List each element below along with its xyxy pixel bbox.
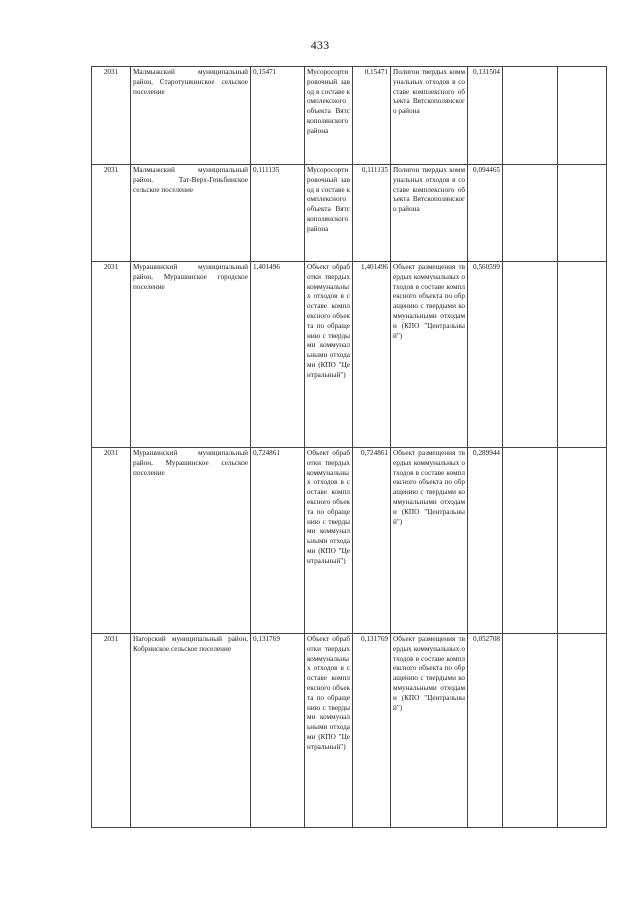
destination-cell: Объект размещения твердых коммунальных отходов в составе комплексного объекта по обращению с твердыми коммунальными отходами (КПО "Центральный") xyxy=(391,262,468,448)
table-row xyxy=(92,262,607,448)
empty-cell xyxy=(558,67,607,165)
source-volume-cell: 0,724861 xyxy=(251,448,305,634)
processing-facility-cell: Объект обработки твердых коммунальных отходов в составе комплексного объекта по обращению с твердыми коммунальными отходами (КПО "Центральный") xyxy=(305,448,353,634)
table-row xyxy=(92,448,607,634)
destination-cell: Полигон твердых коммунальных отходов в составе комплексного объекта Вятскополянского района xyxy=(391,165,468,262)
area-cell: Мурашинский муниципальный район, Мурашинское сельское поселение xyxy=(131,448,251,634)
processing-volume-cell: 1,401496 xyxy=(353,262,391,448)
waste-flow-table xyxy=(91,66,607,828)
area-cell: Малмыжский муниципальный район, Старотушкинское сельское поселение xyxy=(131,67,251,165)
processing-volume-cell: 0,724861 xyxy=(353,448,391,634)
empty-cell xyxy=(503,448,558,634)
destination-cell: Объект размещения твердых коммунальных отходов в составе комплексного объекта по обращению с твердыми коммунальными отходами (КПО "Центральный") xyxy=(391,634,468,828)
empty-cell xyxy=(503,262,558,448)
processing-volume-cell: 0,15471 xyxy=(353,67,391,165)
year-cell: 2031 xyxy=(92,67,131,165)
processing-volume-cell: 0,131769 xyxy=(353,634,391,828)
processing-facility-cell: Объект обработки твердых коммунальных отходов в составе комплексного объекта по обращению с твердыми коммунальными отходами (КПО "Центральный") xyxy=(305,262,353,448)
source-volume-cell: 1,401496 xyxy=(251,262,305,448)
empty-cell xyxy=(503,165,558,262)
empty-cell xyxy=(558,448,607,634)
destination-volume-cell: 0,052708 xyxy=(468,634,503,828)
processing-facility-cell: Мусоросортировочный завод в составе комплексного объекта Вятскополянского района xyxy=(305,67,353,165)
destination-volume-cell: 0,094465 xyxy=(468,165,503,262)
empty-cell xyxy=(503,67,558,165)
source-volume-cell: 0,15471 xyxy=(251,67,305,165)
empty-cell xyxy=(558,634,607,828)
destination-volume-cell: 0,560599 xyxy=(468,262,503,448)
area-cell: Нагорский муниципальный район, Кобринское сельское поселение xyxy=(131,634,251,828)
table-row xyxy=(92,165,607,262)
processing-facility-cell: Объект обработки твердых коммунальных отходов в составе комплексного объекта по обращению с твердыми коммунальными отходами (КПО "Центральный") xyxy=(305,634,353,828)
year-cell: 2031 xyxy=(92,634,131,828)
year-cell: 2031 xyxy=(92,165,131,262)
empty-cell xyxy=(558,165,607,262)
table-row xyxy=(92,634,607,828)
page-number: 433 xyxy=(310,38,330,52)
year-cell: 2031 xyxy=(92,448,131,634)
table-row xyxy=(92,67,607,165)
empty-cell xyxy=(558,262,607,448)
destination-volume-cell: 0,131504 xyxy=(468,67,503,165)
area-cell: Мурашинский муниципальный район, Мурашинское городское поселение xyxy=(131,262,251,448)
destination-volume-cell: 0,289944 xyxy=(468,448,503,634)
source-volume-cell: 0,111135 xyxy=(251,165,305,262)
year-cell: 2031 xyxy=(92,262,131,448)
area-cell: Малмыжский муниципальный район, Тат-Верх-Гоньбинское сельское поселение xyxy=(131,165,251,262)
source-volume-cell: 0,131769 xyxy=(251,634,305,828)
destination-cell: Полигон твердых коммунальных отходов в составе комплексного объекта Вятскополянского района xyxy=(391,67,468,165)
processing-facility-cell: Мусоросортировочный завод в составе комплексного объекта Вятскополянского района xyxy=(305,165,353,262)
destination-cell: Объект размещения твердых коммунальных отходов в составе комплексного объекта по обращению с твердыми коммунальными отходами (КПО "Центральный") xyxy=(391,448,468,634)
empty-cell xyxy=(503,634,558,828)
processing-volume-cell: 0,111135 xyxy=(353,165,391,262)
